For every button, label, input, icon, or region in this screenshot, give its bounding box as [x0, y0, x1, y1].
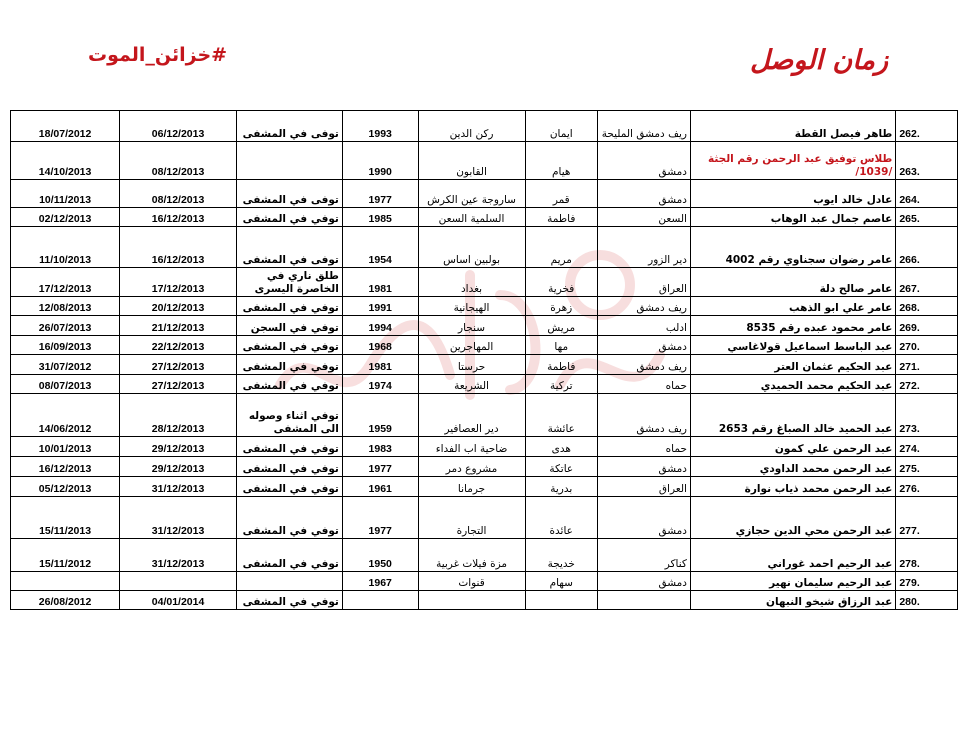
row-number-cell: 263. — [896, 142, 958, 180]
person-name-cell: عبد الرزاق شيخو النبهان — [690, 591, 895, 610]
mother-name-cell: هيام — [525, 142, 597, 180]
origin-cell: دمشق — [597, 572, 690, 591]
origin-cell: دمشق — [597, 142, 690, 180]
row-number-cell: 271. — [896, 355, 958, 375]
arrest-date-cell: 05/12/2013 — [11, 477, 120, 497]
fate-cell: توفي اثناء وصوله الى المشفى — [236, 394, 342, 437]
death-date-cell: 16/12/2013 — [120, 227, 237, 268]
row-number-cell: 267. — [896, 268, 958, 297]
origin-cell: دير الزور — [597, 227, 690, 268]
birth-year-cell: 1993 — [342, 111, 418, 142]
site-logo: زمان الوصل — [749, 45, 888, 76]
death-date-cell: 27/12/2013 — [120, 355, 237, 375]
mother-name-cell: عائشة — [525, 394, 597, 437]
fate-cell: توفي في المشفى — [236, 375, 342, 394]
fate-cell: توفي في المشفى — [236, 591, 342, 610]
mother-name-cell: مها — [525, 336, 597, 355]
fate-cell: توفي في السجن — [236, 316, 342, 336]
origin-cell: دمشق — [597, 457, 690, 477]
death-date-cell: 31/12/2013 — [120, 477, 237, 497]
neighborhood-cell: سنجار — [418, 316, 525, 336]
origin-cell: حماه — [597, 375, 690, 394]
arrest-date-cell: 16/09/2013 — [11, 336, 120, 355]
mother-name-cell: سهام — [525, 572, 597, 591]
death-date-cell: 21/12/2013 — [120, 316, 237, 336]
death-date-cell: 27/12/2013 — [120, 375, 237, 394]
person-name-cell: عبد الحكيم محمد الحميدي — [690, 375, 895, 394]
fate-cell: توفى في المشفى — [236, 227, 342, 268]
row-number-cell: 279. — [896, 572, 958, 591]
birth-year-cell: 1968 — [342, 336, 418, 355]
neighborhood-cell: بغداد — [418, 268, 525, 297]
neighborhood-cell: مشروع دمر — [418, 457, 525, 477]
death-date-cell: 20/12/2013 — [120, 297, 237, 316]
person-name-cell: طاهر فيصل القطة — [690, 111, 895, 142]
neighborhood-cell: المهاجرين — [418, 336, 525, 355]
neighborhood-cell — [418, 591, 525, 610]
table-row — [11, 591, 958, 610]
fate-cell: توفى في المشفى — [236, 111, 342, 142]
mother-name-cell: ايمان — [525, 111, 597, 142]
table-row — [11, 477, 958, 497]
birth-year-cell: 1974 — [342, 375, 418, 394]
death-date-cell — [120, 572, 237, 591]
mother-name-cell: تركية — [525, 375, 597, 394]
mother-name-cell: بدرية — [525, 477, 597, 497]
row-number-cell: 275. — [896, 457, 958, 477]
mother-name-cell: قمر — [525, 180, 597, 208]
arrest-date-cell: 14/06/2012 — [11, 394, 120, 437]
neighborhood-cell: جرمانا — [418, 477, 525, 497]
arrest-date-cell: 10/11/2013 — [11, 180, 120, 208]
birth-year-cell: 1977 — [342, 457, 418, 477]
neighborhood-cell: حرستا — [418, 355, 525, 375]
birth-year-cell: 1991 — [342, 297, 418, 316]
table-row — [11, 227, 958, 268]
table-row — [11, 457, 958, 477]
table-row — [11, 297, 958, 316]
fate-cell: توفي في المشفى — [236, 539, 342, 572]
table-row — [11, 336, 958, 355]
table-row — [11, 180, 958, 208]
death-date-cell: 28/12/2013 — [120, 394, 237, 437]
person-name-cell: عامر صالح دلة — [690, 268, 895, 297]
neighborhood-cell: القابون — [418, 142, 525, 180]
arrest-date-cell: 14/10/2013 — [11, 142, 120, 180]
mother-name-cell: فاطمة — [525, 208, 597, 227]
person-name-cell: عبد الرحيم سليمان نهير — [690, 572, 895, 591]
origin-cell: ادلب — [597, 316, 690, 336]
table-row — [11, 316, 958, 336]
row-number-cell: 280. — [896, 591, 958, 610]
row-number-cell: 264. — [896, 180, 958, 208]
death-date-cell: 06/12/2013 — [120, 111, 237, 142]
origin-cell: ريف دمشق — [597, 297, 690, 316]
neighborhood-cell: الهيجانية — [418, 297, 525, 316]
origin-cell: ريف دمشق — [597, 355, 690, 375]
table-row — [11, 268, 958, 297]
person-name-cell: عادل خالد ايوب — [690, 180, 895, 208]
row-number-cell: 262. — [896, 111, 958, 142]
neighborhood-cell: ساروجة عين الكرش — [418, 180, 525, 208]
origin-cell: دمشق — [597, 497, 690, 539]
row-number-cell: 270. — [896, 336, 958, 355]
birth-year-cell: 1954 — [342, 227, 418, 268]
death-date-cell: 04/01/2014 — [120, 591, 237, 610]
person-name-cell: عبد الرحيم احمد غوراني — [690, 539, 895, 572]
arrest-date-cell: 31/07/2012 — [11, 355, 120, 375]
row-number-cell: 268. — [896, 297, 958, 316]
origin-cell: حماه — [597, 437, 690, 457]
arrest-date-cell: 11/10/2013 — [11, 227, 120, 268]
birth-year-cell: 1990 — [342, 142, 418, 180]
arrest-date-cell: 18/07/2012 — [11, 111, 120, 142]
fate-cell — [236, 142, 342, 180]
birth-year-cell: 1961 — [342, 477, 418, 497]
death-date-cell: 29/12/2013 — [120, 457, 237, 477]
origin-cell: العراق — [597, 477, 690, 497]
row-number-cell: 277. — [896, 497, 958, 539]
fate-cell: توفي في المشفى — [236, 477, 342, 497]
birth-year-cell — [342, 591, 418, 610]
row-number-cell: 266. — [896, 227, 958, 268]
row-number-cell: 269. — [896, 316, 958, 336]
table-row — [11, 208, 958, 227]
birth-year-cell: 1983 — [342, 437, 418, 457]
fate-cell: توفي في المشفى — [236, 457, 342, 477]
person-name-cell: طلاس توفيق عبد الرحمن رقم الجثة /1039/ — [690, 142, 895, 180]
arrest-date-cell: 15/11/2012 — [11, 539, 120, 572]
fate-cell: توفي في المشفى — [236, 297, 342, 316]
neighborhood-cell: دير العصافير — [418, 394, 525, 437]
mother-name-cell: زهرة — [525, 297, 597, 316]
birth-year-cell: 1977 — [342, 497, 418, 539]
person-name-cell: عبد الباسط اسماعيل قولاغاسي — [690, 336, 895, 355]
fate-cell — [236, 572, 342, 591]
death-date-cell: 08/12/2013 — [120, 180, 237, 208]
person-name-cell: عبد الرحمن محي الدين حجازي — [690, 497, 895, 539]
death-date-cell: 17/12/2013 — [120, 268, 237, 297]
origin-cell: العراق — [597, 268, 690, 297]
table-row — [11, 111, 958, 142]
mother-name-cell: خديجة — [525, 539, 597, 572]
fate-cell: توفي في المشفى — [236, 355, 342, 375]
mother-name-cell: مريش — [525, 316, 597, 336]
row-number-cell: 276. — [896, 477, 958, 497]
neighborhood-cell: ركن الدين — [418, 111, 525, 142]
death-date-cell: 31/12/2013 — [120, 497, 237, 539]
neighborhood-cell: مزة فيلات غربية — [418, 539, 525, 572]
table-row — [11, 497, 958, 539]
birth-year-cell: 1959 — [342, 394, 418, 437]
origin-cell — [597, 591, 690, 610]
person-name-cell: عبد الرحمن محمد ذياب نوارة — [690, 477, 895, 497]
row-number-cell: 272. — [896, 375, 958, 394]
arrest-date-cell: 26/08/2012 — [11, 591, 120, 610]
birth-year-cell: 1981 — [342, 355, 418, 375]
fate-cell: توفي في المشفى — [236, 336, 342, 355]
table-row — [11, 142, 958, 180]
person-name-cell: عبد الرحمن علي كمون — [690, 437, 895, 457]
person-name-cell: عامر محمود عبده رقم 8535 — [690, 316, 895, 336]
origin-cell: السعن — [597, 208, 690, 227]
origin-cell: كناكر — [597, 539, 690, 572]
table-row — [11, 437, 958, 457]
mother-name-cell: عائدة — [525, 497, 597, 539]
arrest-date-cell: 10/01/2013 — [11, 437, 120, 457]
fate-cell: طلق ناري في الخاصرة اليسرى — [236, 268, 342, 297]
birth-year-cell: 1977 — [342, 180, 418, 208]
neighborhood-cell: التجارة — [418, 497, 525, 539]
arrest-date-cell: 26/07/2013 — [11, 316, 120, 336]
birth-year-cell: 1985 — [342, 208, 418, 227]
mother-name-cell: هدى — [525, 437, 597, 457]
arrest-date-cell: 15/11/2013 — [11, 497, 120, 539]
person-name-cell: عامر رضوان سجناوي رقم 4002 — [690, 227, 895, 268]
arrest-date-cell: 16/12/2013 — [11, 457, 120, 477]
mother-name-cell — [525, 591, 597, 610]
birth-year-cell: 1950 — [342, 539, 418, 572]
arrest-date-cell: 08/07/2013 — [11, 375, 120, 394]
mother-name-cell: فاطمة — [525, 355, 597, 375]
neighborhood-cell: قنوات — [418, 572, 525, 591]
person-name-cell: عامر علي ابو الذهب — [690, 297, 895, 316]
neighborhood-cell: السلمية السعن — [418, 208, 525, 227]
arrest-date-cell: 17/12/2013 — [11, 268, 120, 297]
death-date-cell: 08/12/2013 — [120, 142, 237, 180]
death-date-cell: 22/12/2013 — [120, 336, 237, 355]
person-name-cell: عبد الحكيم عثمان العتر — [690, 355, 895, 375]
origin-cell: ريف دمشق المليحة — [597, 111, 690, 142]
arrest-date-cell: 12/08/2013 — [11, 297, 120, 316]
fate-cell: توفي في المشفى — [236, 497, 342, 539]
birth-year-cell: 1981 — [342, 268, 418, 297]
birth-year-cell: 1994 — [342, 316, 418, 336]
person-name-cell: عاصم جمال عبد الوهاب — [690, 208, 895, 227]
neighborhood-cell: بولبين اساس — [418, 227, 525, 268]
origin-cell: دمشق — [597, 336, 690, 355]
neighborhood-cell: ضاحية اب الفداء — [418, 437, 525, 457]
row-number-cell: 274. — [896, 437, 958, 457]
mother-name-cell: فخرية — [525, 268, 597, 297]
table-row — [11, 572, 958, 591]
row-number-cell: 278. — [896, 539, 958, 572]
arrest-date-cell — [11, 572, 120, 591]
person-name-cell: عبد الحميد خالد الصباغ رقم 2653 — [690, 394, 895, 437]
neighborhood-cell: الشريعة — [418, 375, 525, 394]
hashtag-title: #خزائن_الموت — [88, 44, 228, 66]
table-row — [11, 539, 958, 572]
table-row — [11, 355, 958, 375]
casualty-table — [10, 110, 958, 610]
fate-cell: توفى في المشفى — [236, 180, 342, 208]
death-date-cell: 29/12/2013 — [120, 437, 237, 457]
fate-cell: توفي في المشفى — [236, 437, 342, 457]
arrest-date-cell: 02/12/2013 — [11, 208, 120, 227]
row-number-cell: 265. — [896, 208, 958, 227]
mother-name-cell: عاتكة — [525, 457, 597, 477]
table-row — [11, 375, 958, 394]
mother-name-cell: مريم — [525, 227, 597, 268]
row-number-cell: 273. — [896, 394, 958, 437]
table-row — [11, 394, 958, 437]
person-name-cell: عبد الرحمن محمد الداودي — [690, 457, 895, 477]
fate-cell: توفي في المشفى — [236, 208, 342, 227]
death-date-cell: 31/12/2013 — [120, 539, 237, 572]
origin-cell: ريف دمشق — [597, 394, 690, 437]
origin-cell: دمشق — [597, 180, 690, 208]
death-date-cell: 16/12/2013 — [120, 208, 237, 227]
birth-year-cell: 1967 — [342, 572, 418, 591]
